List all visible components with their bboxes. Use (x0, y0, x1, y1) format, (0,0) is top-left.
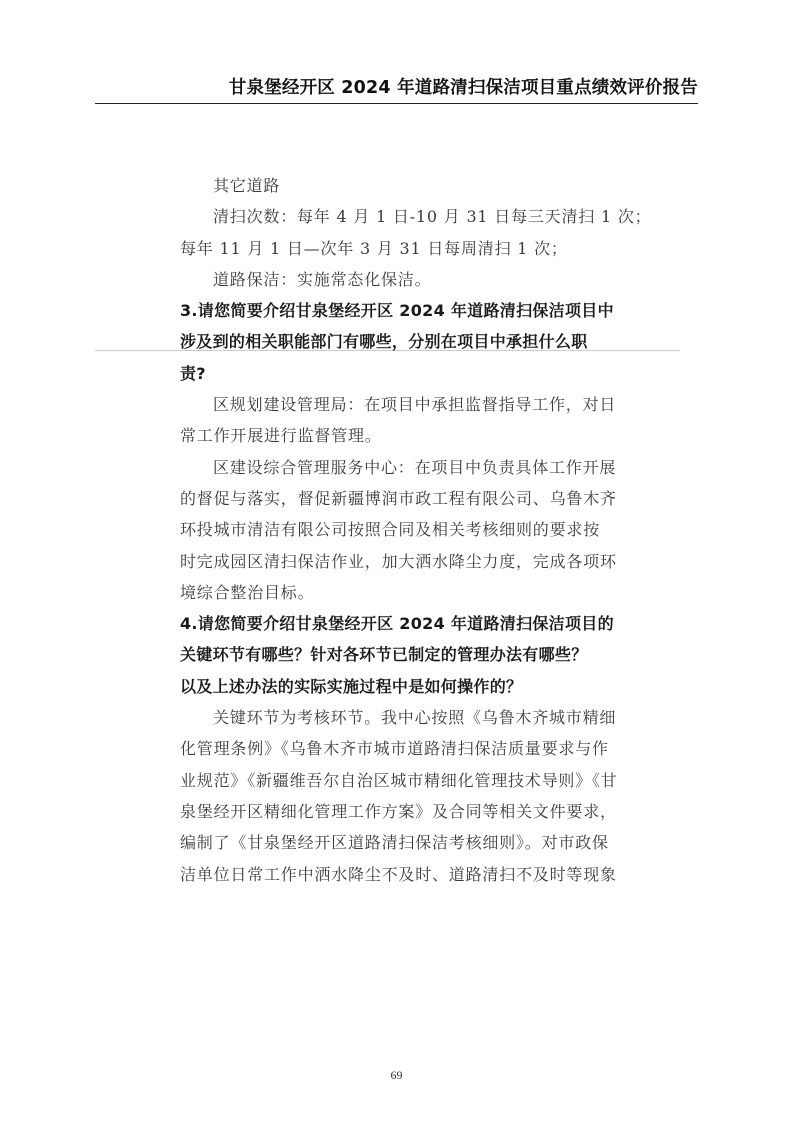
paragraph-line: 编制了《甘泉堡经开区道路清扫保洁考核细则》。对市政保 (180, 833, 609, 853)
paragraph-line: 清扫次数：每年 4 月 1 日-10 月 31 日每三天清扫 1 次； (213, 207, 652, 227)
question-line: 责? (180, 363, 206, 383)
question-line: 关键环节有哪些？针对各环节已制定的管理办法有哪些？ (180, 645, 588, 665)
paragraph-line: 区建设综合管理服务中心：在项目中负责具体工作开展 (213, 457, 617, 477)
paragraph-line: 环投城市清洁有限公司按照合同及相关考核细则的要求按 (180, 520, 601, 540)
question-line: 4.请您简要介绍甘泉堡经开区 2024 年道路清扫保洁项目的 (180, 614, 614, 634)
question-line: 3.请您简要介绍甘泉堡经开区 2024 年道路清扫保洁项目中 (180, 301, 614, 321)
paragraph-line: 业规范》《新疆维吾尔自治区城市精细化管理技术导则》《甘 (180, 770, 618, 790)
paragraph-line: 常工作开展进行监督管理。 (180, 426, 382, 446)
report-header-title: 甘泉堡经开区 2024 年道路清扫保洁项目重点绩效评价报告 (228, 78, 698, 98)
paragraph-line: 时完成园区清扫保洁作业，加大洒水降尘力度，完成各项环 (180, 551, 617, 571)
paragraph-line: 区规划建设管理局：在项目中承担监督指导工作，对日 (213, 395, 617, 415)
header-rule (95, 103, 698, 104)
page-number: 69 (390, 1068, 403, 1082)
paragraph-line: 境综合整治目标。 (180, 582, 315, 602)
question-line: 涉及到的相关职能部门有哪些，分别在项目中承担什么职 (180, 332, 588, 352)
paragraph-line: 其它道路 (213, 176, 281, 195)
paragraph-line: 道路保洁：实施常态化保洁。 (213, 269, 432, 289)
paragraph-line: 的督促与落实，督促新疆博润市政工程有限公司、乌鲁木齐 (180, 488, 617, 508)
paragraph-line: 洁单位日常工作中洒水降尘不及时、道路清扫不及时等现象 (180, 864, 617, 884)
document-body (180, 170, 652, 890)
paragraph-line: 每年 11 月 1 日—次年 3 月 31 日每周清扫 1 次； (180, 238, 568, 258)
paragraph-line: 化管理条例》《乌鲁木齐市城市道路清扫保洁质量要求与作 (180, 739, 609, 759)
question-line: 以及上述办法的实际实施过程中是如何操作的？ (180, 676, 523, 696)
paragraph-line: 关键环节为考核环节。我中心按照《乌鲁木齐城市精细 (213, 708, 617, 728)
paragraph-line: 泉堡经开区精细化管理工作方案》及合同等相关文件要求， (180, 801, 617, 821)
